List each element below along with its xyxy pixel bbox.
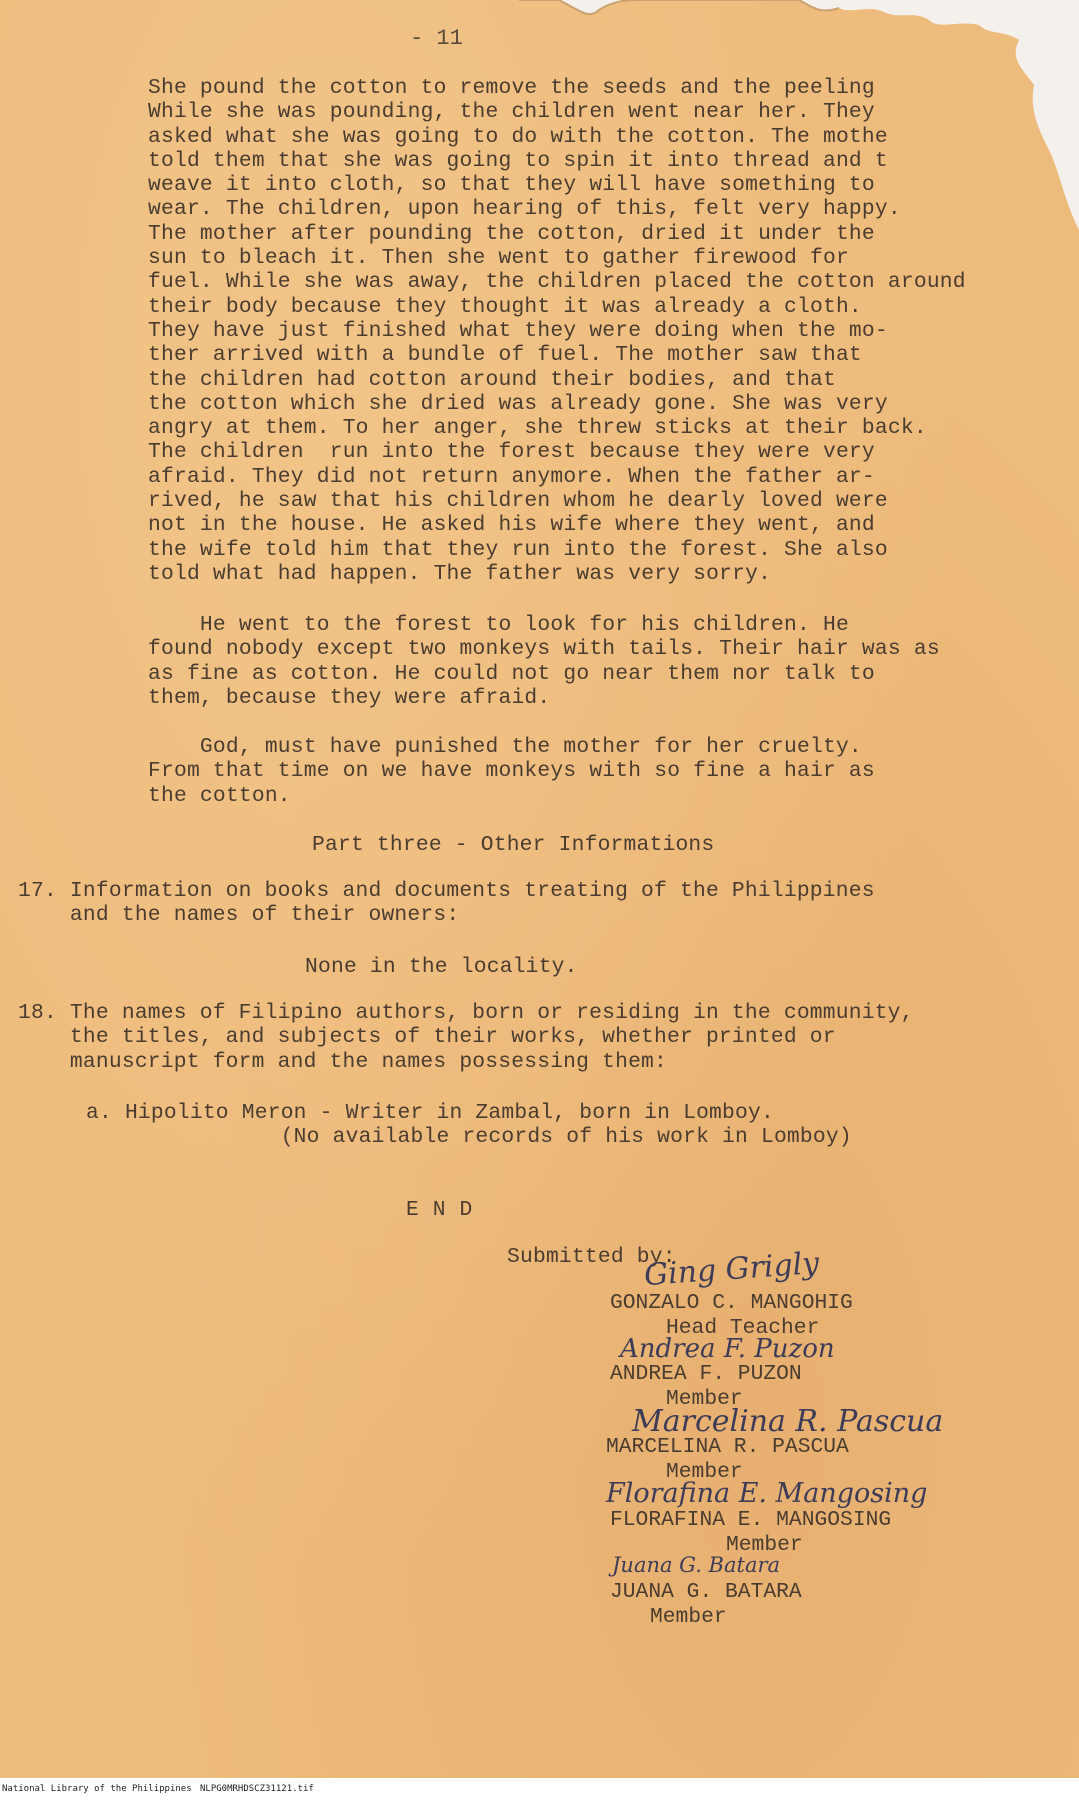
footer-filename: NLPG0MRHDSCZ31121.tif <box>200 1784 314 1794</box>
signatory-role: Member <box>666 1460 743 1484</box>
god-paragraph: God, must have punished the mother for her cruelty. From that time on we have monkeys with so fine a hair as the cotton. <box>148 735 875 808</box>
signatory-name: FLORAFINA E. MANGOSING <box>610 1508 892 1532</box>
end-marker: END <box>406 1198 487 1222</box>
signatory-role: Member <box>666 1387 743 1411</box>
signatory-name: JUANA G. BATARA <box>610 1580 802 1604</box>
signature: Juana G. Batara <box>612 1553 781 1577</box>
item-17-answer: None in the locality. <box>305 955 578 979</box>
part-heading: Part three - Other Informations <box>312 833 715 857</box>
scan-footer <box>0 1778 1079 1800</box>
signatory-name: ANDREA F. PUZON <box>610 1362 802 1386</box>
signature: Marcelina R. Pascua <box>632 1404 944 1439</box>
signatory-role: Member <box>650 1605 727 1629</box>
signatory-role: Member <box>726 1533 803 1557</box>
signatory-name: GONZALO C. MANGOHIG <box>610 1291 853 1315</box>
signature: Ging Grigly <box>642 1245 821 1294</box>
page-number: - 11 <box>410 26 463 51</box>
signatory-role: Head Teacher <box>666 1316 820 1340</box>
signatory-name: MARCELINA R. PASCUA <box>606 1435 849 1459</box>
item-17-question: 17. Information on books and documents treating of the Philippines and the names of their owners: <box>18 879 875 928</box>
signature: Andrea F. Puzon <box>620 1334 835 1364</box>
signature: Florafina E. Mangosing <box>606 1478 928 1509</box>
story-paragraph: She pound the cotton to remove the seeds and the peeling While she was pounding, the children went near her. They asked what she was going to do with the cotton. The mothe told them that she was going to spin it into thread and t weave it into cloth, so that they will have something to wear. The children, upon hearing of this, felt very happy. The mother after pounding the cotton, dried it under the sun to bleach it. Then she went to gather firewood for fuel. While she was away, the children placed the cotton around their body because they thought it was already a cloth. They have just finished what they were doing when the mo- ther arrived with a bundle of fuel. The mother saw that the children had cotton around their bodies, and that the cotton which she dried was already gone. She was very angry at them. To her anger, she threw sticks at their back. The children run into the forest because they were very afraid. They did not return anymore. When the father ar- rived, he saw that his children whom he dearly loved were not in the house. He asked his wife where they went, and the wife told him that they run into the forest. She also told what had happen. The father was very sorry. <box>148 76 966 586</box>
submitted-by-label: Submitted by: <box>507 1245 676 1269</box>
item-18-answer: a. Hipolito Meron - Writer in Zambal, born in Lomboy. (No available records of his work in Lomboy) <box>86 1101 852 1150</box>
footer-library: National Library of the Philippines <box>2 1784 192 1794</box>
father-paragraph: He went to the forest to look for his children. He found nobody except two monkeys with tails. Their hair was as as fine as cotton. He could not go near them nor talk to them, because they were afraid. <box>148 613 940 710</box>
item-18-question: 18. The names of Filipino authors, born or residing in the community, the titles, and subjects of their works, whether printed or manuscript form and the names possessing them: <box>18 1001 914 1074</box>
